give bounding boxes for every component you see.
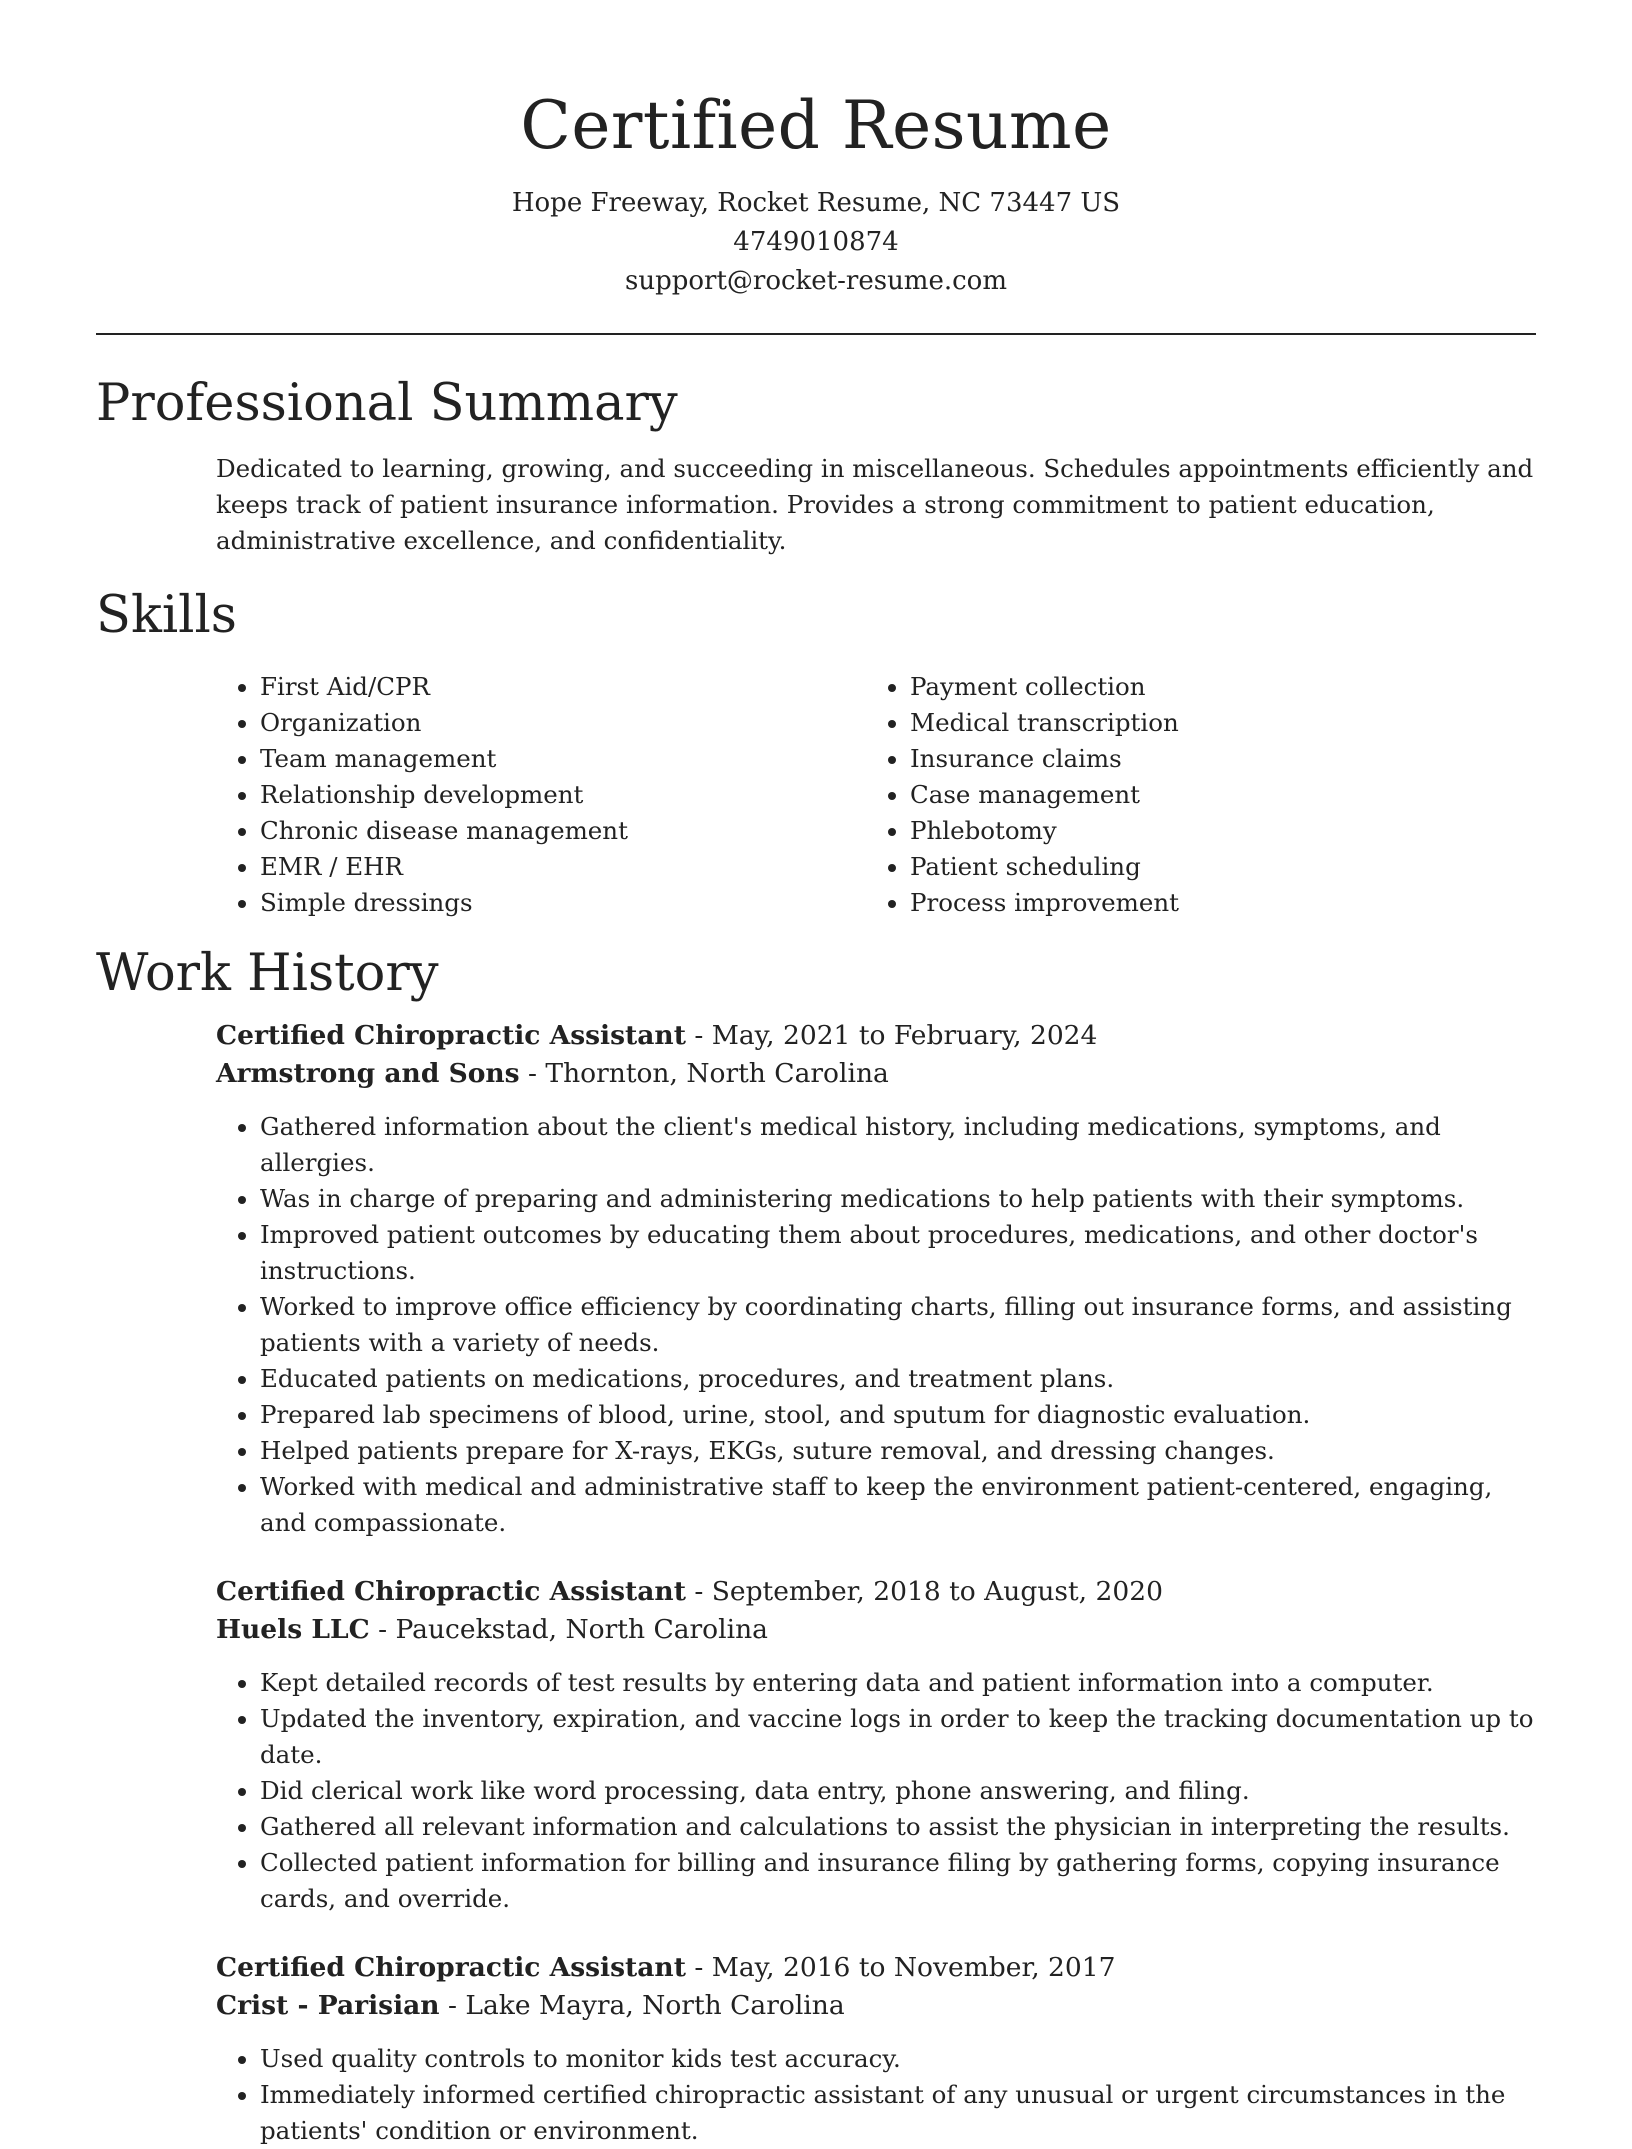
job-entry <box>216 1949 1536 2149</box>
dash-separator: - <box>439 1990 466 2021</box>
job-bullet: • Worked to improve office efficiency by coordinating charts, filling out insurance forms, and assisting patients with a variety of needs. <box>260 1289 1536 1361</box>
phone-text: 4749010874 <box>733 227 899 257</box>
job-dates: September, 2018 to August, 2020 <box>711 1576 1163 1607</box>
skill-item: • Insurance claims <box>910 741 1510 777</box>
summary-section <box>96 373 1536 559</box>
job-bullet: • Worked with medical and administrative staff to keep the environment patient-centered, engaging, and compassionate. <box>260 1469 1536 1541</box>
email-text: support@rocket-resume.com <box>624 266 1007 296</box>
job-dates: May, 2021 to February, 2024 <box>711 1020 1098 1051</box>
job-bullet: • Educated patients on medications, procedures, and treatment plans. <box>260 1361 1536 1397</box>
skill-item: • Payment collection <box>910 669 1510 705</box>
skill-item: • Relationship development <box>260 777 866 813</box>
candidate-name: Certified Resume <box>520 87 1112 164</box>
job-role: Certified Chiropractic Assistant <box>216 1952 686 1983</box>
dash-separator: - <box>685 1020 712 1051</box>
contact-block <box>96 184 1536 301</box>
address-text: Hope Freeway, Rocket Resume, NC 73447 US <box>511 188 1121 218</box>
job-entry <box>216 1573 1536 1917</box>
skill-item: • First Aid/CPR <box>260 669 866 705</box>
job-company: Crist - Parisian <box>216 1990 440 2021</box>
skills-column-left <box>216 669 866 921</box>
job-bullet-list <box>216 1665 1536 1917</box>
skills-section <box>96 585 1536 921</box>
job-title-line <box>216 1017 1536 1055</box>
skill-item: • Phlebotomy <box>910 813 1510 849</box>
job-title-line <box>216 1573 1536 1611</box>
job-role: Certified Chiropractic Assistant <box>216 1020 686 1051</box>
job-location: Lake Mayra, North Carolina <box>465 1990 845 2021</box>
job-bullet: • Helped patients prepare for X-rays, EKGs, suture removal, and dressing changes. <box>260 1433 1536 1469</box>
job-title-line <box>216 1949 1536 1987</box>
job-company-line <box>216 1055 1536 1093</box>
job-location: Paucekstad, North Carolina <box>395 1614 768 1645</box>
job-company: Huels LLC <box>216 1614 370 1645</box>
skill-item: • Patient scheduling <box>910 849 1510 885</box>
header-divider <box>96 333 1536 335</box>
job-bullet: • Immediately informed certified chiropractic assistant of any unusual or urgent circumstances in the patients' condition or environment. <box>260 2077 1536 2149</box>
summary-text: Dedicated to learning, growing, and succeeding in miscellaneous. Schedules appointments efficiently and keeps track of patient insurance information. Provides a strong commitment to patient education, administrative excellence, and confidentiality. <box>216 454 1534 555</box>
skill-item: • Chronic disease management <box>260 813 866 849</box>
job-company-line <box>216 1987 1536 2025</box>
skills-heading: Skills <box>96 586 237 645</box>
job-bullet: • Gathered information about the client's medical history, including medications, symptoms, and allergies. <box>260 1109 1536 1181</box>
job-bullet: • Kept detailed records of test results by entering data and patient information into a computer. <box>260 1665 1536 1701</box>
job-role: Certified Chiropractic Assistant <box>216 1576 686 1607</box>
job-bullet-list <box>216 2041 1536 2149</box>
resume-header <box>96 0 1536 335</box>
job-dates: May, 2016 to November, 2017 <box>711 1952 1116 1983</box>
work-history-section <box>96 943 1536 2149</box>
job-company: Armstrong and Sons <box>216 1058 520 1089</box>
skill-item: • Organization <box>260 705 866 741</box>
job-bullet: • Used quality controls to monitor kids test accuracy. <box>260 2041 1536 2077</box>
job-bullet: • Prepared lab specimens of blood, urine, stool, and sputum for diagnostic evaluation. <box>260 1397 1536 1433</box>
skill-item: • Simple dressings <box>260 885 866 921</box>
skill-item: • Medical transcription <box>910 705 1510 741</box>
job-bullet: • Gathered all relevant information and calculations to assist the physician in interpreting the results. <box>260 1809 1536 1845</box>
skill-item: • Team management <box>260 741 866 777</box>
skill-item: • EMR / EHR <box>260 849 866 885</box>
job-location: Thornton, North Carolina <box>545 1058 889 1089</box>
job-bullet: • Improved patient outcomes by educating them about procedures, medications, and other doctor's instructions. <box>260 1217 1536 1289</box>
job-bullet: • Did clerical work like word processing, data entry, phone answering, and filing. <box>260 1773 1536 1809</box>
job-company-line <box>216 1611 1536 1649</box>
job-bullet: • Updated the inventory, expiration, and vaccine logs in order to keep the tracking documentation up to date. <box>260 1701 1536 1773</box>
job-entry <box>216 1017 1536 1541</box>
skills-column-right <box>866 669 1510 921</box>
job-bullet: • Was in charge of preparing and administering medications to help patients with their symptoms. <box>260 1181 1536 1217</box>
dash-separator: - <box>685 1952 712 1983</box>
work-history-heading: Work History <box>96 944 439 1003</box>
skill-item: • Process improvement <box>910 885 1510 921</box>
dash-separator: - <box>369 1614 396 1645</box>
summary-heading: Professional Summary <box>96 374 678 433</box>
dash-separator: - <box>685 1576 712 1607</box>
skill-item: • Case management <box>910 777 1510 813</box>
resume-page <box>96 0 1536 2145</box>
skills-columns <box>216 669 1536 921</box>
dash-separator: - <box>519 1058 546 1089</box>
job-bullet-list <box>216 1109 1536 1541</box>
job-bullet: • Collected patient information for billing and insurance filing by gathering forms, copying insurance cards, and override. <box>260 1845 1536 1917</box>
